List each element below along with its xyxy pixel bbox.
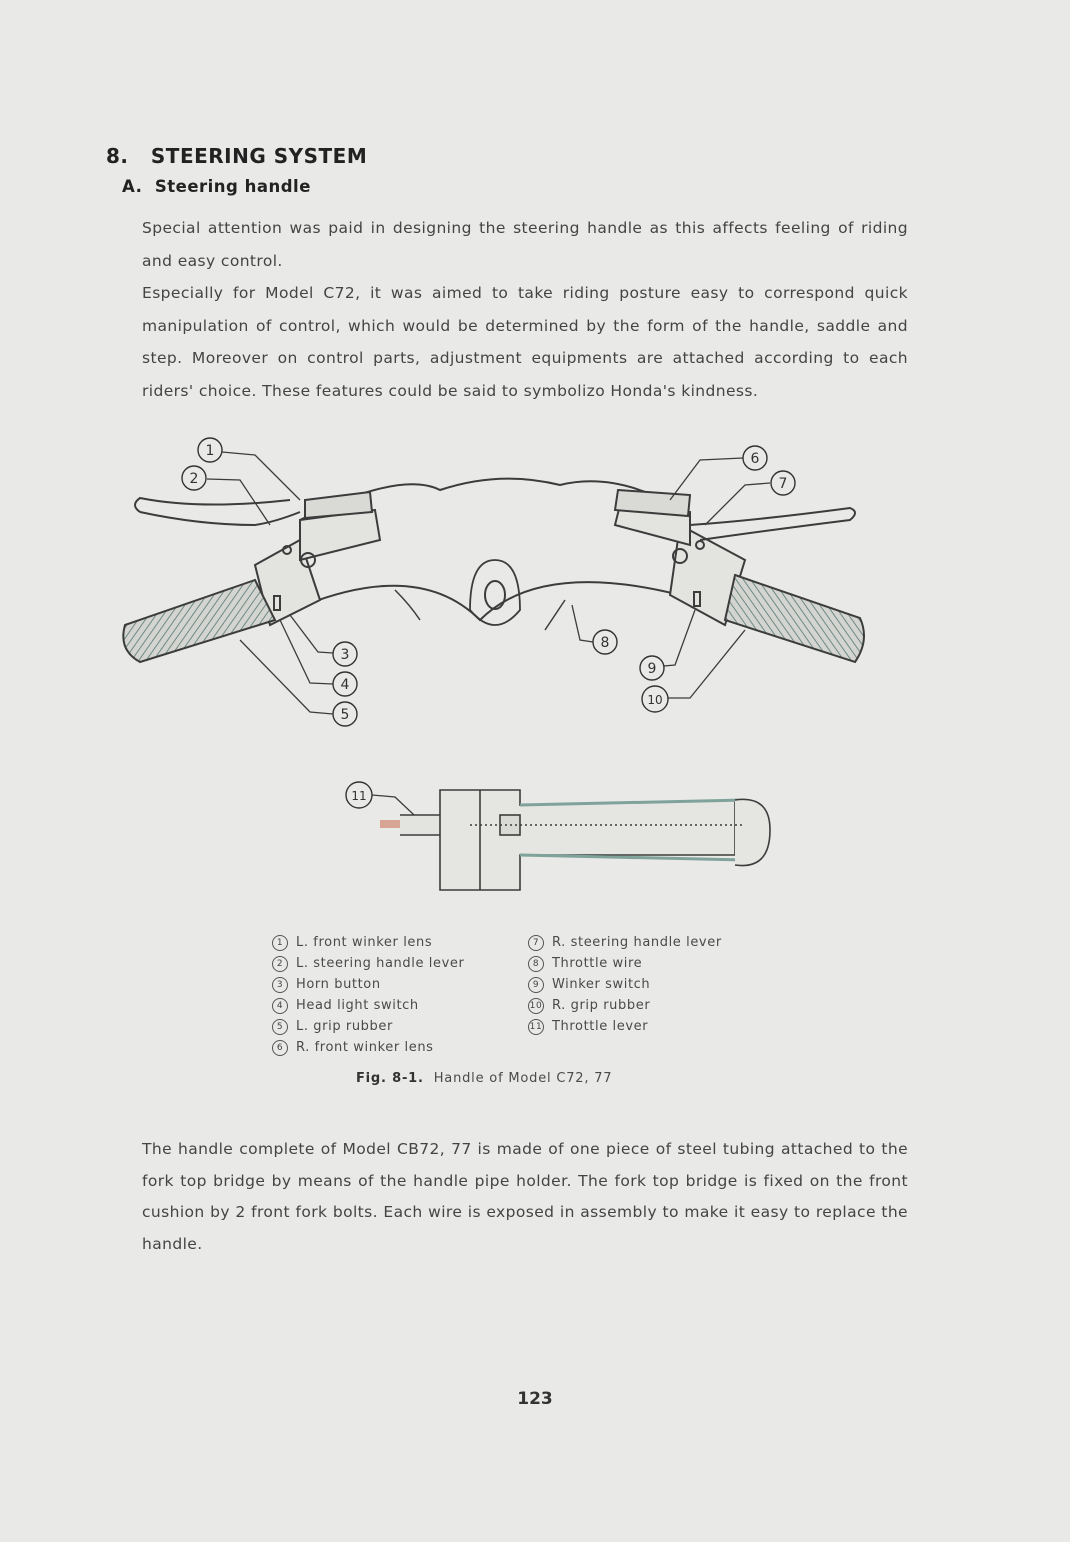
subsection-letter: A. [122, 177, 143, 196]
callout-11 [346, 782, 372, 808]
legend-number: 6 [272, 1040, 288, 1056]
legend-item [528, 1016, 722, 1037]
body-text [142, 1134, 908, 1260]
legend-item [272, 995, 464, 1016]
callout-4 [333, 672, 357, 696]
callout-7 [771, 471, 795, 495]
legend-number: 3 [272, 977, 288, 993]
legend-number: 7 [528, 935, 544, 951]
legend-number: 5 [272, 1019, 288, 1035]
legend-number: 10 [528, 998, 544, 1014]
legend-item [528, 974, 722, 995]
callout-label: 9 [647, 661, 657, 677]
callout-label: 6 [750, 451, 760, 467]
legend-item [272, 1016, 464, 1037]
callout-6 [743, 446, 767, 470]
throttle-section-drawing [380, 790, 770, 890]
legend-label: Throttle wire [552, 956, 643, 971]
page-number: 123 [517, 1389, 553, 1409]
intro-paragraph-1: Special attention was paid in designing the steering handle as this affects feeling of riding and easy control. [142, 219, 908, 270]
callout-label: 8 [600, 635, 610, 651]
callout-9 [640, 656, 664, 680]
legend-label: R. grip rubber [552, 998, 651, 1013]
callout-label: 10 [647, 693, 663, 707]
handlebar-drawing [123, 479, 864, 662]
figure-number: Fig. 8-1. [356, 1071, 424, 1086]
intro-paragraph-2: Especially for Model C72, it was aimed to take riding posture easy to correspond quick manipulation of control, which would be determined by the form of the handle, saddle and step. Moreover on control parts, adjustment equipments are attached according to each riders' choice. These features could be said to symbolizo Honda's kindness. [142, 284, 908, 400]
subsection-title: Steering handle [154, 177, 311, 196]
callout-label: 7 [778, 476, 788, 492]
legend-item [272, 932, 464, 953]
callout-5 [333, 702, 357, 726]
figure-caption [356, 1071, 612, 1086]
legend-label: L. steering handle lever [296, 956, 465, 971]
body-paragraph: The handle complete of Model CB72, 77 is made of one piece of steel tubing attached to the fork top bridge by means of the handle pipe holder. The fork top bridge is fixed on the front cushion by 2 front fork bolts. Each wire is exposed in assembly to make it easy to replace the handle. [142, 1140, 908, 1253]
callout-10 [642, 686, 668, 712]
callout-label: 2 [189, 471, 199, 487]
legend-item [528, 932, 722, 953]
legend-number: 8 [528, 956, 544, 972]
legend-label: Horn button [296, 977, 381, 992]
callout-label: 1 [205, 443, 215, 459]
callout-label: 4 [340, 677, 350, 693]
legend-label: Winker switch [552, 977, 651, 992]
legend-number: 9 [528, 977, 544, 993]
legend-label: R. front winker lens [296, 1040, 434, 1055]
legend-number: 4 [272, 998, 288, 1014]
legend-item [528, 953, 722, 974]
callout-2 [182, 466, 206, 490]
legend-item [528, 995, 722, 1016]
figure-legend-right [528, 932, 722, 1037]
callout-label: 11 [351, 789, 367, 803]
callout-1 [198, 438, 222, 462]
section-title: STEERING SYSTEM [150, 144, 368, 168]
legend-label: Head light switch [296, 998, 419, 1013]
legend-label: R. steering handle lever [552, 935, 722, 950]
figure-caption-text: Handle of Model C72, 77 [433, 1071, 613, 1086]
legend-number: 2 [272, 956, 288, 972]
section-number: 8. [106, 144, 129, 168]
legend-item [272, 953, 464, 974]
callout-8 [593, 630, 617, 654]
legend-item [272, 974, 464, 995]
legend-label: L. front winker lens [296, 935, 433, 950]
callout-label: 5 [340, 707, 350, 723]
figure-legend-left [272, 932, 464, 1058]
legend-label: L. grip rubber [296, 1019, 393, 1034]
legend-number: 1 [272, 935, 288, 951]
callout-label: 3 [340, 647, 350, 663]
legend-label: Throttle lever [552, 1019, 649, 1034]
legend-number: 11 [528, 1019, 544, 1035]
legend-item [272, 1037, 464, 1058]
callout-3 [333, 642, 357, 666]
